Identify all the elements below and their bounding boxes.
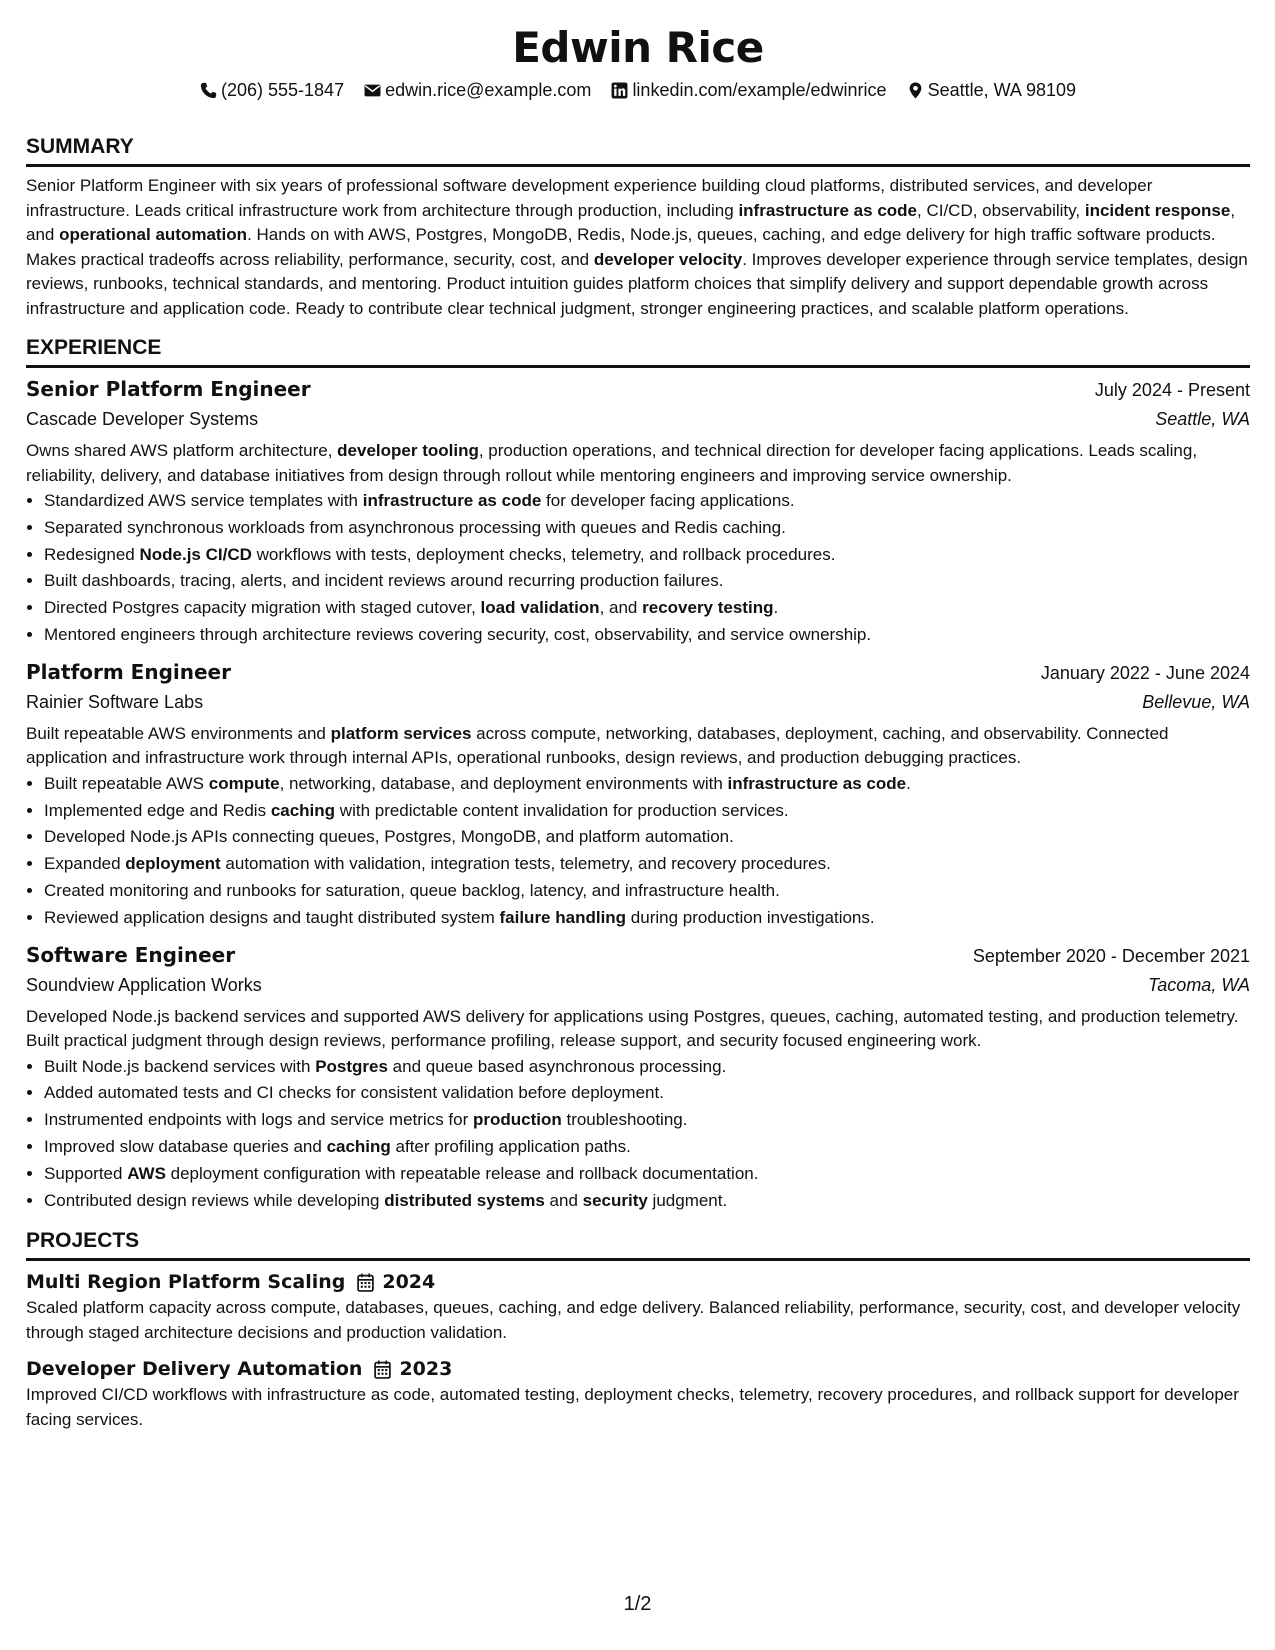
envelope-icon bbox=[364, 82, 381, 99]
bold-phrase: AWS bbox=[127, 1163, 166, 1183]
bullet-item bbox=[44, 878, 1250, 905]
location-text: Seattle, WA 98109 bbox=[927, 80, 1076, 100]
bold-phrase: Postgres bbox=[315, 1056, 388, 1076]
bullet-item bbox=[44, 1080, 1250, 1107]
project-year: 2023 bbox=[399, 1358, 453, 1381]
section-divider bbox=[26, 365, 1250, 368]
text-run: Contributed design reviews while developing bbox=[44, 1190, 385, 1210]
job-company: Rainier Software Labs bbox=[26, 691, 204, 712]
candidate-name: Edwin Rice bbox=[512, 23, 764, 72]
text-run: Built repeatable AWS bbox=[44, 773, 209, 793]
job-bullets bbox=[26, 1054, 1250, 1215]
bullet-item bbox=[44, 595, 1250, 622]
bullet-item bbox=[44, 798, 1250, 825]
bold-phrase: recovery testing bbox=[642, 598, 774, 618]
job-company: Cascade Developer Systems bbox=[26, 409, 259, 429]
bold-phrase: load validation bbox=[480, 598, 600, 618]
project-year: 2024 bbox=[382, 1271, 436, 1294]
bullet-item bbox=[44, 568, 1250, 595]
bullet-item bbox=[44, 905, 1250, 932]
text-run: Standardized AWS service templates with bbox=[44, 491, 363, 510]
bold-phrase: infrastructure as code bbox=[727, 773, 907, 793]
text-run: Built dashboards, tracing, alerts, and incident reviews around recurring production failures. bbox=[44, 571, 724, 591]
text-run: Reviewed application designs and taught distributed system bbox=[44, 907, 500, 927]
job-description bbox=[26, 722, 1250, 771]
text-run: Redesigned bbox=[44, 544, 140, 564]
bold-phrase: security bbox=[582, 1190, 648, 1210]
bold-phrase: compute bbox=[208, 773, 280, 793]
text-run: Senior Platform Engineer with six years of professional software development experience building cloud platforms, distributed services, and developer infrastructure. Leads critical infrastructure work from architecture through production, including bbox=[26, 176, 1153, 220]
bullet-item bbox=[44, 488, 1250, 515]
text-run: Built Node.js backend services with bbox=[44, 1056, 316, 1076]
bold-phrase: developer tooling bbox=[337, 441, 479, 460]
map-pin-icon bbox=[907, 82, 924, 99]
job-dates: July 2024 - Present bbox=[1094, 380, 1250, 400]
job-location: Bellevue, WA bbox=[1142, 691, 1250, 712]
bold-phrase: incident response bbox=[1084, 200, 1231, 220]
job-bullets bbox=[26, 488, 1250, 649]
text-run: Mentored engineers through architecture reviews covering security, cost, observability, and service ownership. bbox=[44, 624, 872, 644]
text-run: during production investigations. bbox=[626, 907, 875, 927]
section-divider bbox=[26, 164, 1250, 167]
job-dates: January 2022 - June 2024 bbox=[1040, 662, 1250, 683]
job-description bbox=[26, 439, 1250, 488]
bold-phrase: production bbox=[472, 1110, 562, 1130]
bold-phrase: deployment bbox=[125, 854, 221, 874]
job-company: Soundview Application Works bbox=[26, 974, 262, 995]
bullet-item bbox=[44, 1054, 1250, 1081]
bold-phrase: infrastructure as code bbox=[738, 200, 917, 220]
text-run: , and bbox=[26, 200, 1236, 244]
summary-heading: SUMMARY bbox=[26, 135, 134, 158]
contact-linkedin[interactable] bbox=[611, 78, 886, 102]
text-run: . Improves developer experience through service templates, design reviews, runbooks, technical standards, and mentoring. Product intuition guides platform choices that simplify delivery and support dependable growth across infrastructure and application code. Ready to contribute clear technical judgment, stronger engineering practices, and scalable platform operations. bbox=[26, 249, 1248, 318]
text-run: and queue based asynchronous processing. bbox=[387, 1056, 727, 1076]
text-run: . bbox=[906, 773, 911, 793]
bold-phrase: caching bbox=[326, 1136, 391, 1156]
bullet-item bbox=[44, 542, 1250, 569]
section-divider bbox=[26, 1258, 1250, 1261]
project-description: Improved CI/CD workflows with infrastructure as code, automated testing, deployment checks, telemetry, recovery procedures, and rollback support for developer facing services. bbox=[26, 1385, 1239, 1429]
text-run: . bbox=[773, 598, 779, 618]
job-title: Senior Platform Engineer bbox=[26, 377, 311, 401]
text-run: Instrumented endpoints with logs and service metrics for bbox=[44, 1110, 473, 1130]
text-run: across compute, networking, databases, deployment, caching, and observability. Connected application and infrastructure work through internal APIs, operational runbooks, design reviews, and production debugging practices. bbox=[26, 723, 1169, 768]
job-entry bbox=[26, 375, 1250, 649]
bold-phrase: infrastructure as code bbox=[362, 491, 542, 510]
text-run: Separated synchronous workloads from asynchronous processing with queues and Redis caching. bbox=[44, 517, 786, 537]
bold-phrase: caching bbox=[270, 800, 336, 820]
bold-phrase: Node.js CI/CD bbox=[139, 544, 252, 564]
linkedin-url[interactable]: linkedin.com/example/edwinrice bbox=[632, 80, 887, 100]
bold-phrase: failure handling bbox=[499, 907, 627, 927]
bullet-item bbox=[44, 1134, 1250, 1161]
text-run: Expanded bbox=[44, 854, 126, 874]
calendar-icon bbox=[374, 1360, 391, 1379]
bold-phrase: distributed systems bbox=[384, 1190, 545, 1210]
text-run: Added automated tests and CI checks for consistent validation before deployment. bbox=[44, 1083, 664, 1103]
experience-heading: EXPERIENCE bbox=[26, 336, 162, 359]
job-bullets bbox=[26, 771, 1250, 932]
text-run: with predictable content invalidation for production services. bbox=[335, 800, 789, 820]
project-description: Scaled platform capacity across compute, databases, queues, caching, and edge delivery. Balanced reliability, performance, security, cost, and developer velocity through staged architecture decisions and production validation. bbox=[26, 1298, 1241, 1342]
text-run: for developer facing applications. bbox=[541, 491, 795, 510]
phone-icon bbox=[200, 82, 217, 99]
phone-number: (206) 555-1847 bbox=[220, 80, 345, 100]
text-run: after profiling application paths. bbox=[390, 1136, 631, 1156]
email-address[interactable]: edwin.rice@example.com bbox=[385, 80, 592, 100]
bullet-item bbox=[44, 1188, 1250, 1215]
bullet-item bbox=[44, 515, 1250, 542]
text-run: Owns shared AWS platform architecture, bbox=[26, 441, 338, 460]
bold-phrase: platform services bbox=[330, 723, 472, 743]
summary-text bbox=[26, 174, 1250, 321]
job-dates: September 2020 - December 2021 bbox=[972, 945, 1250, 966]
text-run: Developed Node.js backend services and supported AWS delivery for applications using Postgres, queues, caching, automated testing, and production telemetry. Built practical judgment through design reviews, performance profiling, release support, and security focused engineering work. bbox=[26, 1006, 1239, 1051]
projects-heading: PROJECTS bbox=[26, 1229, 140, 1253]
job-entry bbox=[26, 941, 1250, 1215]
contact-phone bbox=[200, 78, 344, 102]
bullet-item bbox=[44, 851, 1250, 878]
calendar-icon bbox=[357, 1273, 374, 1292]
bullet-item bbox=[44, 824, 1250, 851]
text-run: deployment configuration with repeatable release and rollback documentation. bbox=[165, 1163, 759, 1183]
bullet-item bbox=[44, 622, 1250, 649]
linkedin-icon bbox=[611, 82, 628, 99]
project-name: Developer Delivery Automation bbox=[26, 1358, 363, 1381]
text-run: Implemented edge and Redis bbox=[44, 800, 271, 820]
job-location: Seattle, WA bbox=[1155, 409, 1250, 429]
text-run: , networking, database, and deployment environments with bbox=[279, 773, 728, 793]
job-title: Software Engineer bbox=[26, 942, 236, 967]
project-entry bbox=[26, 1268, 1250, 1345]
job-entry bbox=[26, 658, 1250, 932]
text-run: workflows with tests, deployment checks, telemetry, and rollback procedures. bbox=[251, 544, 836, 564]
text-run: Created monitoring and runbooks for saturation, queue backlog, latency, and infrastructure health. bbox=[44, 880, 780, 900]
job-title: Platform Engineer bbox=[26, 659, 231, 684]
text-run: Improved slow database queries and bbox=[44, 1136, 327, 1156]
text-run: troubleshooting. bbox=[561, 1110, 688, 1130]
page-number: 1/2 bbox=[623, 1593, 652, 1615]
text-run: , production operations, and technical direction for developer facing applications. Leads scaling, reliability, delivery, and database initiatives from design through rollout while mentoring engineers and improving service ownership. bbox=[26, 441, 1198, 485]
text-run: Built repeatable AWS environments and bbox=[26, 723, 331, 743]
text-run: , CI/CD, observability, bbox=[917, 200, 1085, 220]
bullet-item bbox=[44, 771, 1250, 798]
bold-phrase: operational automation bbox=[59, 225, 248, 244]
job-description bbox=[26, 1005, 1250, 1054]
job-location: Tacoma, WA bbox=[1147, 974, 1250, 995]
text-run: Directed Postgres capacity migration with staged cutover, bbox=[44, 598, 481, 618]
text-run: Developed Node.js APIs connecting queues, Postgres, MongoDB, and platform automation. bbox=[44, 827, 734, 847]
text-run: judgment. bbox=[647, 1190, 728, 1210]
text-run: . Hands on with AWS, Postgres, MongoDB, Redis, Node.js, queues, caching, and edge delivery for high traffic software products. Makes practical tradeoffs across reliability, performance, security, cost, and bbox=[26, 225, 1216, 269]
bold-phrase: developer velocity bbox=[593, 249, 743, 269]
project-entry bbox=[26, 1355, 1250, 1432]
contact-location bbox=[907, 78, 1076, 102]
text-run: and bbox=[544, 1190, 583, 1210]
resume-page bbox=[26, 0, 1250, 1442]
contact-bar bbox=[26, 78, 1250, 102]
bullet-item bbox=[44, 1161, 1250, 1188]
text-run: automation with validation, integration tests, telemetry, and recovery procedures. bbox=[220, 854, 831, 874]
bullet-item bbox=[44, 1107, 1250, 1134]
text-run: Supported bbox=[44, 1163, 128, 1183]
project-name: Multi Region Platform Scaling bbox=[26, 1271, 346, 1294]
text-run: , and bbox=[599, 598, 643, 618]
contact-email[interactable] bbox=[364, 78, 591, 102]
